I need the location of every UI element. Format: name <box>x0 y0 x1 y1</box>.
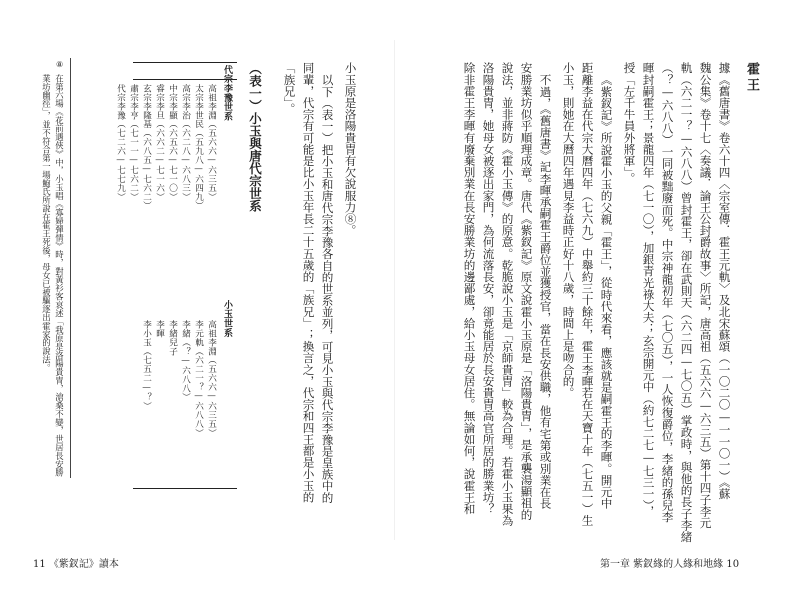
table-cell: 肅宗李亨（七一一—七六二） <box>128 84 139 202</box>
table-cell: 李暉 <box>154 320 165 338</box>
table-cell: 李緒（？—六八八） <box>180 320 191 402</box>
footnote-line: 在第六場《花前遇俠》中，小玉唱《寡婦彈情》時，對黃衫客哀述「我原是洛陽貴冑，滄桑不變，世居長安勝 <box>54 74 65 477</box>
body-column: 同輩，代宗有可能是比小玉年長二十五歲的「族兄」；換言之，代宗和四王都是小玉的 <box>301 62 316 503</box>
body-column: 不過，《舊唐書》記李暉承嗣霍王爵位並獲授官，當在長安供職，他有宅第或別業在長 <box>538 74 553 509</box>
table-cell: 中宗李顯（六五六—七一〇） <box>167 84 178 202</box>
table-caption: （表一）小玉與唐代宗世系 <box>247 62 263 212</box>
book-gutter <box>394 40 395 540</box>
body-column: 授「左千牛員外將軍」。 <box>622 62 637 184</box>
table-cell: 玄宗李隆基（六八五—七六二） <box>141 84 152 210</box>
table-cell: 李元軌（六二一？—六八八） <box>193 320 204 438</box>
body-column: 小玉原是洛陽貴冑有欠說服力⑧。 <box>343 62 358 236</box>
body-column: 「族兄」。 <box>282 62 297 115</box>
body-column: 安勝業坊似乎順理成章。唐代《紫釵記》原文說霍小玉原是「洛陽貴冑」，是承襲湯顯祖的 <box>519 62 534 521</box>
table-cell: 高祖李淵（五六六—六三五） <box>206 320 217 438</box>
table-cell: 代宗李豫（七二六—七七九） <box>115 84 126 202</box>
body-column: 洛陽貴冑，她母女被逐出家門，為何流落長安，卻竟能居於長安貴冑高官所居的勝業坊？ <box>481 62 496 515</box>
body-column: 除非霍王李暉有廢棄別業在長安勝業坊的邊鄙處，給小玉母女居住。無論如何，說霍王和 <box>462 62 477 515</box>
body-column: 以下（表一）把小玉和唐代宗李豫各自的世系並列，可見小玉與代宗李豫是皇族中的 <box>320 74 335 504</box>
table-cell: 太宗李世民（五九八—六四九） <box>193 84 204 210</box>
body-column: 軌（六二一？—六八八）曾封霍王，卻在武則天（六二四—七〇五）掌政時，與他的長子李緒 <box>679 62 694 543</box>
table-cell: 高祖李淵（五六六—六三五） <box>206 84 217 202</box>
table-cell: 李緒兒子 <box>167 320 178 356</box>
body-column: 《紫釵記》所說霍小玉的父親「霍王」，從時代來看，應該就是嗣霍王的李暉。開元中 <box>599 74 614 509</box>
table-header-emperor: 代宗李豫世系 <box>222 65 232 121</box>
body-column: （？—六八八）一同被黜廢而死。中宗神龍初年（七〇五），一人恢復爵位，李緒的孫兒李 <box>660 62 675 523</box>
table-cell: 睿宗李旦（六六二—七一六） <box>154 84 165 202</box>
left-folio: 11 《紫釵記》讀本 <box>33 559 119 570</box>
right-folio: 第一章 紫釵緣的人緣和地緣 10 <box>600 559 740 570</box>
footnote-marker: ⑧ <box>56 60 64 69</box>
section-heading: 霍王 <box>744 62 759 94</box>
body-column: 魏公集》卷十七〈奏議．論王公封爵故事〉所記，唐高祖（五六六—六三五）第十四子李元 <box>698 62 713 529</box>
body-column: 說法，並非蔣防《霍小玉傳》的原意。乾脆說小玉是「京師貴冑」較為合理。若霍小玉果為 <box>500 62 515 526</box>
body-column: 距離李益在代宗大曆四年（七六九）中舉約三十餘年，霍王李暉若在天寶十年（七五一）生 <box>580 62 595 526</box>
footnote-rule <box>70 58 71 478</box>
body-column: 暉封嗣霍王；景龍四年（七一〇），加銀青光祿大夫；玄宗開元中（約七二七—七三一）， <box>641 62 656 517</box>
body-column: 小玉，則她在大曆四年遇見李益時正好十八歲，時間上是吻合的。 <box>561 62 576 399</box>
footnote-line: 業坊幽徑」，並不符合第一場鮑氏所說在霍王死後，母女已被驅逐出霍家的說法。 <box>41 74 52 372</box>
table-cell: 高宗李治（六二八—六八三） <box>180 84 191 202</box>
body-column: 據《舊唐書》卷六十四〈宗室傳．霍王元軌〉及北宋蘇頌（一〇二〇—一一〇一）《蘇 <box>717 62 732 500</box>
table-cell: 李小玉（七五二—？） <box>141 320 152 411</box>
table-header-xiaoyu: 小玉世系 <box>222 300 232 338</box>
